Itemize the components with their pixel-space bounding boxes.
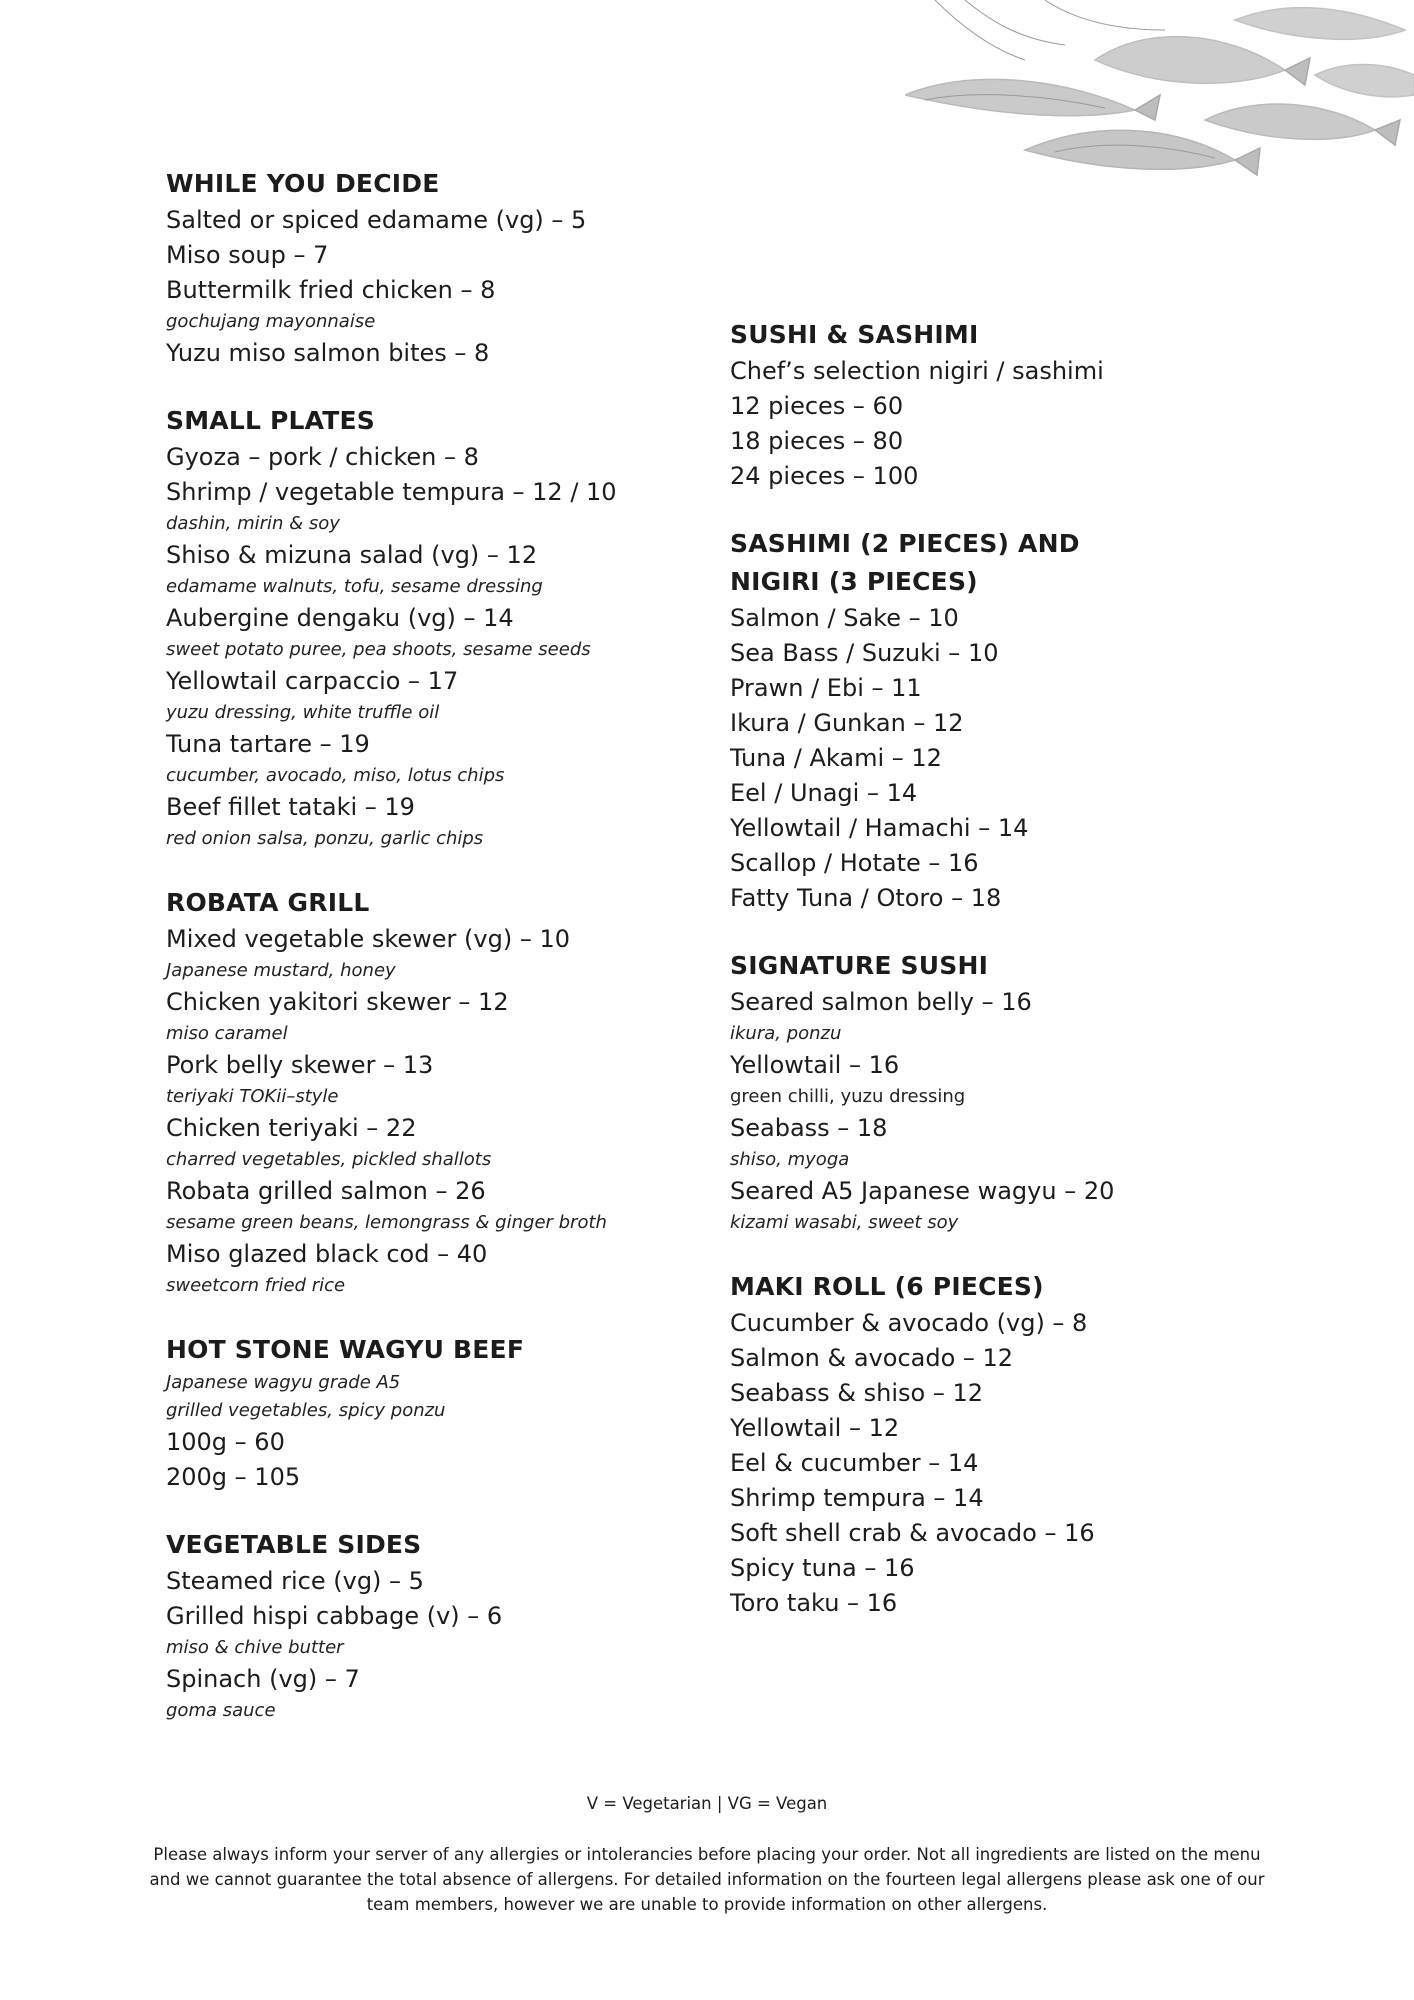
section-heading: SASHIMI (2 PIECES) AND NIGIRI (3 PIECES) xyxy=(730,529,1080,596)
menu-item-note: red onion salsa, ponzu, garlic chips xyxy=(166,828,484,849)
menu-item: Eel & cucumber – 14 xyxy=(730,1449,979,1477)
menu-item: Sea Bass / Suzuki – 10 xyxy=(730,639,999,667)
menu-item-note: ikura, ponzu xyxy=(730,1023,842,1044)
section-maki-roll xyxy=(730,1268,1170,1621)
section-heading: ROBATA GRILL xyxy=(166,888,370,917)
menu-item: Aubergine dengaku (vg) – 14 xyxy=(166,604,514,632)
section-heading: SMALL PLATES xyxy=(166,406,375,435)
menu-item-note: goma sauce xyxy=(166,1700,276,1721)
menu-item: Spinach (vg) – 7 xyxy=(166,1665,360,1693)
menu-item-note: sweetcorn fried rice xyxy=(166,1275,346,1296)
menu-item-note: Japanese mustard, honey xyxy=(166,960,396,981)
menu-item: 18 pieces – 80 xyxy=(730,427,904,455)
menu-item: Soft shell crab & avocado – 16 xyxy=(730,1519,1095,1547)
menu-item: Spicy tuna – 16 xyxy=(730,1554,915,1582)
section-hot-stone-wagyu-beef xyxy=(166,1331,726,1495)
section-while-you-decide xyxy=(166,165,726,371)
menu-item-note: miso & chive butter xyxy=(166,1637,344,1658)
menu-item-note: miso caramel xyxy=(166,1023,288,1044)
menu-item: Tuna tartare – 19 xyxy=(166,730,370,758)
menu-item-note: charred vegetables, pickled shallots xyxy=(166,1149,492,1170)
section-heading: WHILE YOU DECIDE xyxy=(166,169,440,198)
menu-item: Tuna / Akami – 12 xyxy=(730,744,942,772)
menu-item: Shiso & mizuna salad (vg) – 12 xyxy=(166,541,538,569)
menu-item: Yellowtail / Hamachi – 14 xyxy=(730,814,1029,842)
menu-item-note: grilled vegetables, spicy ponzu xyxy=(166,1400,446,1421)
menu-item-note: Japanese wagyu grade A5 xyxy=(166,1372,401,1393)
section-heading: SUSHI & SASHIMI xyxy=(730,320,979,349)
menu-item: Ikura / Gunkan – 12 xyxy=(730,709,964,737)
menu-item: 100g – 60 xyxy=(166,1428,285,1456)
section-small-plates xyxy=(166,402,726,853)
menu-item: Yellowtail – 16 xyxy=(730,1051,900,1079)
menu-item: Chef’s selection nigiri / sashimi xyxy=(730,357,1104,385)
menu-item: Seabass & shiso – 12 xyxy=(730,1379,983,1407)
menu-item: Scallop / Hotate – 16 xyxy=(730,849,979,877)
menu-item: Chicken teriyaki – 22 xyxy=(166,1114,417,1142)
menu-item: Robata grilled salmon – 26 xyxy=(166,1177,486,1205)
menu-item: Eel / Unagi – 14 xyxy=(730,779,918,807)
menu-item: Yellowtail – 12 xyxy=(730,1414,900,1442)
right-menu-column xyxy=(730,316,1170,1652)
menu-item-note: edamame walnuts, tofu, sesame dressing xyxy=(166,576,543,597)
section-heading: MAKI ROLL (6 PIECES) xyxy=(730,1272,1044,1301)
menu-item: Salmon & avocado – 12 xyxy=(730,1344,1014,1372)
left-menu-column xyxy=(166,165,726,1756)
menu-item: Chicken yakitori skewer – 12 xyxy=(166,988,509,1016)
menu-item: Yuzu miso salmon bites – 8 xyxy=(166,339,490,367)
menu-item: Beef fillet tataki – 19 xyxy=(166,793,415,821)
menu-item-note: cucumber, avocado, miso, lotus chips xyxy=(166,765,505,786)
menu-item: Pork belly skewer – 13 xyxy=(166,1051,434,1079)
menu-item: Steamed rice (vg) – 5 xyxy=(166,1567,424,1595)
menu-item: Mixed vegetable skewer (vg) – 10 xyxy=(166,925,571,953)
menu-item: Fatty Tuna / Otoro – 18 xyxy=(730,884,1002,912)
menu-item: Salmon / Sake – 10 xyxy=(730,604,959,632)
fish-illustration xyxy=(905,0,1414,205)
section-vegetable-sides xyxy=(166,1526,726,1725)
allergen-disclaimer: Please always inform your server of any allergies or intolerancies before placing your order. Not all ingredients are listed on the menu and we cannot guarantee the total absence of allergens. For detailed information on the fourteen legal allergens please ask one of our team members, however we are unable to provide information on other allergens. xyxy=(149,1845,1265,1914)
menu-item: Seared salmon belly – 16 xyxy=(730,988,1032,1016)
menu-item: Miso soup – 7 xyxy=(166,241,329,269)
menu-item: Shrimp tempura – 14 xyxy=(730,1484,984,1512)
section-signature-sushi xyxy=(730,947,1170,1237)
menu-item: 12 pieces – 60 xyxy=(730,392,904,420)
menu-item: Gyoza – pork / chicken – 8 xyxy=(166,443,479,471)
menu-item: Seabass – 18 xyxy=(730,1114,888,1142)
menu-item: Miso glazed black cod – 40 xyxy=(166,1240,488,1268)
menu-item: Shrimp / vegetable tempura – 12 / 10 xyxy=(166,478,617,506)
menu-item-note: sweet potato puree, pea shoots, sesame seeds xyxy=(166,639,591,660)
menu-item-note: green chilli, yuzu dressing xyxy=(730,1086,966,1107)
menu-item-note: sesame green beans, lemongrass & ginger broth xyxy=(166,1212,607,1233)
menu-item-note: gochujang mayonnaise xyxy=(166,311,376,332)
section-sashimi-and-nigiri xyxy=(730,525,1170,916)
menu-item: Seared A5 Japanese wagyu – 20 xyxy=(730,1177,1115,1205)
menu-item-note: teriyaki TOKii–style xyxy=(166,1086,339,1107)
section-heading: VEGETABLE SIDES xyxy=(166,1530,422,1559)
section-heading: HOT STONE WAGYU BEEF xyxy=(166,1335,525,1364)
section-heading: SIGNATURE SUSHI xyxy=(730,951,989,980)
section-sushi-and-sashimi xyxy=(730,316,1170,494)
menu-item: Grilled hispi cabbage (v) – 6 xyxy=(166,1602,503,1630)
menu-item: Toro taku – 16 xyxy=(730,1589,898,1617)
dietary-legend: V = Vegetarian | VG = Vegan xyxy=(586,1794,828,1813)
menu-item: Cucumber & avocado (vg) – 8 xyxy=(730,1309,1088,1337)
menu-item-note: kizami wasabi, sweet soy xyxy=(730,1212,959,1233)
menu-item: 24 pieces – 100 xyxy=(730,462,919,490)
menu-item: Yellowtail carpaccio – 17 xyxy=(166,667,459,695)
menu-item: Salted or spiced edamame (vg) – 5 xyxy=(166,206,587,234)
menu-item-note: shiso, myoga xyxy=(730,1149,850,1170)
menu-item-note: dashin, mirin & soy xyxy=(166,513,340,534)
section-robata-grill xyxy=(166,884,726,1300)
menu-item: Buttermilk fried chicken – 8 xyxy=(166,276,496,304)
menu-item-note: yuzu dressing, white truffle oil xyxy=(166,702,440,723)
menu-item: 200g – 105 xyxy=(166,1463,301,1491)
menu-item: Prawn / Ebi – 11 xyxy=(730,674,922,702)
